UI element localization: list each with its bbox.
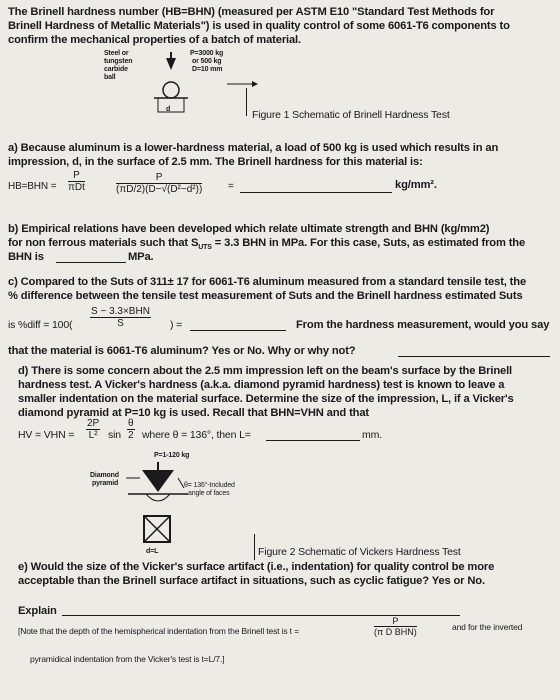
fig2-load: P=1-120 kg [154, 452, 190, 459]
part-c-tail: From the hardness measurement, would you say [296, 319, 550, 331]
part-d-line-3: smaller indentation on the material surface. Determine the size of the impression, L, if a Vicker's [18, 393, 514, 405]
part-e-line-1: e) Would the size of the Vicker's surface artifact (i.e., indentation) for quality control be more [18, 561, 495, 573]
part-c-line-2: % difference between the tensile test measurement of Suts and the Brinell hardness estimated Suts [8, 290, 523, 302]
indentation-square-icon [142, 514, 174, 546]
answer-line-suts[interactable] [56, 262, 126, 263]
theta-den: 2 [128, 430, 134, 441]
depth-fraction [374, 616, 417, 637]
depth-frac-den: (π D BHN) [374, 627, 417, 637]
part-c-is-label: is %diff = 100( [8, 319, 73, 331]
fig1-d-label: d [166, 106, 171, 113]
answer-line-why[interactable] [398, 356, 550, 357]
intro-line-1: The Brinell hardness number (HB=BHN) (measured per ASTM E10 "Standard Test Methods for [8, 6, 495, 18]
hv-fraction [86, 418, 100, 441]
fig2-angle-2: angle of faces [188, 490, 230, 497]
fig1-divider [246, 88, 247, 116]
theta-fraction [127, 418, 135, 441]
fig1-left-label-4: ball [104, 74, 116, 81]
fig2-angle-1: θ= 136°-Included [184, 482, 235, 489]
fig2-diamond-1: Diamond [90, 472, 119, 479]
hv-sin: sin [108, 429, 121, 441]
diff-frac-num-rest: − 3.3×BHN [97, 306, 150, 317]
answer-line-bhn[interactable] [240, 192, 392, 193]
hb-frac1-den: πDt [68, 182, 85, 193]
fig2-diamond-2: pyramid [92, 480, 119, 487]
fig1-right-label-3: D=10 mm [192, 66, 223, 73]
hv-label: HV = VHN = [18, 429, 75, 441]
fig1-left-label-3: carbide [104, 66, 128, 73]
figure-2-caption: Figure 2 Schematic of Vickers Hardness Test [258, 546, 461, 558]
theta-num: θ [128, 418, 134, 429]
part-a-line-1: a) Because aluminum is a lower-hardness material, a load of 500 kg is used which results in an [8, 142, 499, 154]
intro-line-3: confirm the mechanical properties of a batch of material. [8, 34, 301, 46]
part-b-sub: UTS [198, 244, 212, 252]
part-e-explain: Explain [18, 605, 57, 617]
part-b-line-2 [8, 236, 525, 255]
fig1-left-label-1: Steel or [104, 50, 129, 57]
part-c-close: ) = [170, 319, 183, 331]
part-c-line-1: c) Compared to the Suts of 311± 17 for 6061-T6 aluminum measured from a standard tensile test, the [8, 276, 527, 288]
diff-frac-num: S [91, 306, 98, 317]
fig2-dl: d=L [146, 548, 159, 555]
hb-fraction-2 [116, 172, 202, 195]
hv-where: where θ = 136°, then L= [142, 429, 251, 441]
hb-frac2-den: (πD/2)(D−√(D²−d²)) [116, 184, 203, 195]
part-b-bhn-is: BHN is [8, 251, 44, 263]
hv-frac-den: L² [88, 430, 98, 441]
intro-line-2: Brinell Hardness of Metallic Materials") is used in quality control of some 6061-T6 components to [8, 20, 510, 32]
hb-frac2-num: P [155, 172, 163, 183]
answer-line-diff[interactable] [190, 330, 286, 331]
hb-fraction-1 [68, 170, 85, 193]
figure-1-caption: Figure 1 Schematic of Brinell Hardness Test [252, 109, 450, 121]
part-d-line-2: hardness test. A Vicker's hardness (a.k.a. diamond pyramid hardness) test is known to leave a [18, 379, 505, 391]
hv-frac-num: 2P [87, 418, 100, 429]
part-b-mpa: MPa. [128, 251, 154, 263]
hv-mm: mm. [362, 429, 382, 441]
part-c-line-4: that the material is 6061-T6 aluminum? Yes or No. Why or why not? [8, 345, 356, 357]
hb-unit: kg/mm². [395, 179, 437, 191]
part-b-text-a: for non ferrous materials such that S [8, 237, 199, 249]
fig1-right-label-2: or 500 kg [192, 58, 222, 65]
note-line-2: and for the inverted [452, 622, 523, 632]
part-e-line-2: acceptable than the Brinell surface artifact in situations, such as cyclic fatigue? Yes or No. [18, 575, 485, 587]
diff-fraction [90, 306, 151, 329]
hb-label: HB=BHN = [8, 181, 57, 192]
diff-frac-den: S [117, 318, 124, 329]
part-d-line-1: d) There is some concern about the 2.5 mm impression left on the beam's surface by the Brinell [18, 365, 512, 377]
answer-line-L[interactable] [266, 440, 360, 441]
figure-2 [84, 448, 284, 560]
part-b-line-1: b) Empirical relations have been developed which relate ultimate strength and BHN (kg/mm2) [8, 223, 490, 235]
fig1-right-label-1: P=3000 kg [190, 50, 224, 57]
hb-frac1-num: P [73, 170, 80, 181]
part-a-line-2: impression, d, in the surface of 2.5 mm. The Brinell hardness for this material is: [8, 156, 423, 168]
part-b-text-b: = 3.3 BHN in MPa. For this case, Suts, as estimated from the [211, 237, 526, 249]
depth-frac-num: P [392, 616, 399, 626]
note-line-1: [Note that the depth of the hemispherical indentation from the Brinell test is t = [18, 626, 299, 636]
fig1-left-label-2: tungsten [104, 58, 133, 65]
part-d-line-4: diamond pyramid at P=10 kg is used. Recall that BHN=VHN and that [18, 407, 369, 419]
fig2-divider [254, 534, 255, 560]
note-line-3: pyramidical indentation from the Vicker's test is t=L/7.] [30, 654, 225, 664]
hb-equals: = [228, 181, 234, 192]
